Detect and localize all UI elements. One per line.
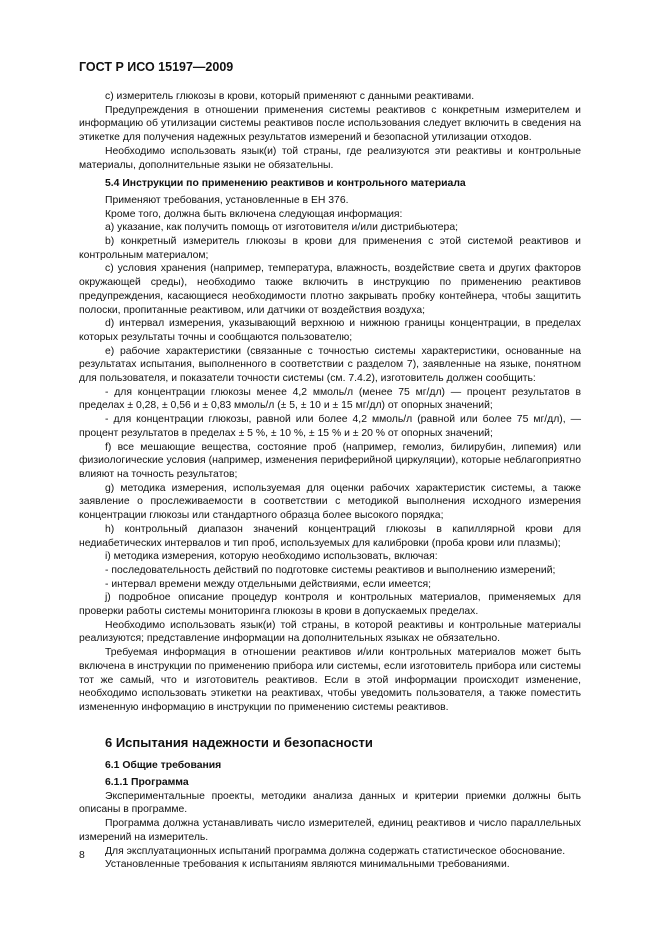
paragraph: Для эксплуатационных испытаний программа должна содержать статистическое обоснование. xyxy=(105,845,566,857)
list-item: h) контрольный диапазон значений концентраций глюкозы в капиллярной крови для недиабетических интервалов и тип проб, используемых для калибровки (проба крови или плазмы); xyxy=(79,523,581,549)
paragraph: Необходимо использовать язык(и) той страны, где реализуются эти реактивы и контрольные материалы, дополнительные языки не обязательны. xyxy=(79,145,581,171)
list-item: d) интервал измерения, указывающий верхнюю и нижнюю границы концентрации, в пределах которых результаты точны и сообщаются пользователю; xyxy=(79,318,581,343)
list-item: b) конкретный измеритель глюкозы в крови для применения с этой системой реактивов и контрольным материалом; xyxy=(79,236,581,261)
paragraph: Применяют требования, установленные в ЕН 376. xyxy=(105,194,349,206)
paragraph: Необходимо использовать язык(и) той страны, в которой реактивы и контрольные материалы реализуются; представление информации на дополнительных языках не обязательно. xyxy=(79,619,581,645)
paragraph: Программа должна устанавливать число измерителей, единиц реактивов и число параллельных измерений на измеритель. xyxy=(79,818,581,843)
list-item: а) указание, как получить помощь от изготовителя и/или дистрибьютера; xyxy=(105,222,458,234)
list-item: j) подробное описание процедур контроля и контрольных материалов, применяемых для проверки работы системы мониторинга глюкозы в крови в допускаемых пределах. xyxy=(79,592,581,618)
list-item: - последовательность действий по подготовке системы реактивов и выполнению измерений; xyxy=(105,564,556,576)
list-item: f) все мешающие вещества, состояние проб (например, гемолиз, билирубин, липемия) или физиологические условия (например, изменения периферийной циркуляции), которые неблагоприятно влияют на точность результатов; xyxy=(79,441,581,480)
section-heading-6: 6 Испытания надежности и безопасности xyxy=(105,734,373,750)
list-item: с) условия хранения (например, температура, влажность, воздействие света и других факторов окружающей среды), необходимо также включить в инструкцию по применению реактивов предупреждения, касающиеся необходимости плотно закрывать пробку контейнера, чтобы защитить полоски, пропитанные реактивом, или датчики от воздействия воздуха; xyxy=(79,263,581,316)
list-item: g) методика измерения, используемая для оценки рабочих характеристик системы, а также заявление о прослеживаемости в соответствии с методикой выполнения исходного измерения концентрации глюкозы или стандартного образца более высокого порядка; xyxy=(79,482,581,522)
paragraph: Экспериментальные проекты, методики анализа данных и критерии приемки должны быть описаны в программе. xyxy=(79,790,581,816)
paragraph: Требуемая информация в отношении реактивов и/или контрольных материалов может быть включена в инструкции по применению прибора или системы, если изготовитель прибора или системы тот же самый, что и изготовитель реактивов. Если в этой информации происходит изменение, необходимо использовать этикетки на реактивах, чтобы уведомить пользователя, а также поместить измененную информацию в инструкции по применению системы реактивов. xyxy=(79,647,581,713)
section-heading-6-1: 6.1 Общие требования xyxy=(105,760,222,772)
list-item: - для концентрации глюкозы, равной или более 4,2 ммоль/л (равной или более 75 мг/дл), — процент результатов в пределах ± 5 %, ± 10 %, ± 15 % и ± 20 % от опорных значений; xyxy=(79,414,581,439)
paragraph: с) измеритель глюкозы в крови, который применяют с данными реактивами. xyxy=(105,91,475,102)
section-heading-5-4: 5.4 Инструкции по применению реактивов и контрольного материала xyxy=(105,178,466,190)
page-body xyxy=(79,90,581,872)
paragraph: Установленные требования к испытаниям являются минимальными требованиями. xyxy=(105,859,510,871)
document-header: ГОСТ Р ИСО 15197—2009 xyxy=(79,60,234,74)
list-item: е) рабочие характеристики (связанные с точностью системы характеристики, основанные на результатах испытания, выполненного в соответствии с разделом 7), заявленные на языке, понятном для пользователя, и показатели точности системы (см. 7.4.2), изготовитель должен сообщить: xyxy=(79,345,581,385)
list-item: i) методика измерения, которую необходимо использовать, включая: xyxy=(105,551,438,563)
paragraph: Кроме того, должна быть включена следующая информация: xyxy=(105,208,403,220)
section-heading-6-1-1: 6.1.1 Программа xyxy=(105,777,189,789)
list-item: - интервал времени между отдельными действиями, если имеется; xyxy=(105,578,432,590)
paragraph: Предупреждения в отношении применения системы реактивов с конкретным измерителем и информацию об утилизации системы реактивов после использования следует включить в сведения на этикетке для получения надежных результатов измерений и безопасной утилизации отходов. xyxy=(79,104,581,144)
list-item: - для концентрации глюкозы менее 4,2 ммоль/л (менее 75 мг/дл) — процент результатов в пределах ± 0,28, ± 0,56 и ± 0,83 ммоль/л (± 5, ± 10 и ± 15 мг/дл) от опорных значений; xyxy=(79,386,581,412)
page-number: 8 xyxy=(79,850,85,861)
